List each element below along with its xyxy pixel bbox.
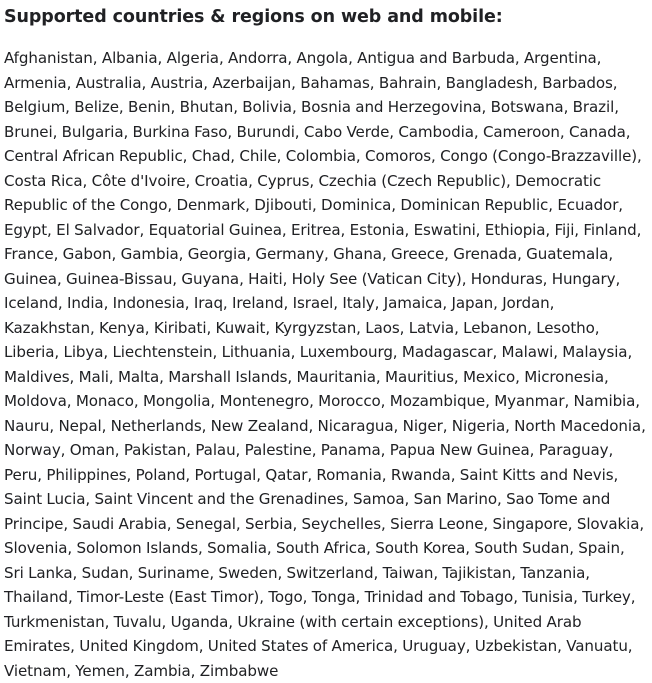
section-heading: Supported countries & regions on web and mobile:	[4, 7, 503, 27]
country-list-paragraph: Afghanistan, Albania, Algeria, Andorra, Angola, Antigua and Barbuda, Argentina, Armenia, Australia, Austria, Azerbaijan, Bahamas, Bahrain, Bangladesh, Barbados, Belgium, Belize, Benin, Bhutan, Bolivia, Bosnia and Herzegovina, Botswana, Brazil, Brunei, Bulgaria, Burkina Faso, Burundi, Cabo Verde, Cambodia, Cameroon, Canada, Central African Republic, Chad, Chile, Colombia, Comoros, Congo (Congo-Brazzaville), Costa Rica, Côte d'Ivoire, Croatia, Cyprus, Czechia (Czech Republic), Democratic Republic of the Congo, Denmark, Djibouti, Dominica, Dominican Republic, Ecuador, Egypt, El Salvador, Equatorial Guinea, Eritrea, Estonia, Eswatini, Ethiopia, Fiji, Finland, France, Gabon, Gambia, Georgia, Germany, Ghana, Greece, Grenada, Guatemala, Guinea, Guinea-Bissau, Guyana, Haiti, Holy See (Vatican City), Honduras, Hungary, Iceland, India, Indonesia, Iraq, Ireland, Israel, Italy, Jamaica, Japan, Jordan, Kazakhstan, Kenya, Kiribati, Kuwait, Kyrgyzstan, Laos, Latvia, Lebanon, Lesotho, Liberia, Libya, Liechtenstein, Lithuania, Luxembourg, Madagascar, Malawi, Malaysia, Maldives, Mali, Malta, Marshall Islands, Mauritania, Mauritius, Mexico, Micronesia, Moldova, Monaco, Mongolia, Montenegro, Morocco, Mozambique, Myanmar, Namibia, Nauru, Nepal, Netherlands, New Zealand, Nicaragua, Niger, Nigeria, North Macedonia, Norway, Oman, Pakistan, Palau, Palestine, Panama, Papua New Guinea, Paraguay, Peru, Philippines, Poland, Portugal, Qatar, Romania, Rwanda, Saint Kitts and Nevis, Saint Lucia, Saint Vincent and the Grenadines, Samoa, San Marino, Sao Tome and Principe, Saudi Arabia, Senegal, Serbia, Seychelles, Sierra Leone, Singapore, Slovakia, Slovenia, Solomon Islands, Somalia, South Africa, South Korea, South Sudan, Spain, Sri Lanka, Sudan, Suriname, Sweden, Switzerland, Taiwan, Tajikistan, Tanzania, Thailand, Timor-Leste (East Timor), Togo, Tonga, Trinidad and Tobago, Tunisia, Turkey, Turkmenistan, Tuvalu, Uganda, Ukraine (with certain exceptions), United Arab Emirates, United Kingdom, United States of America, Uruguay, Uzbekistan, Vanuatu, Vietnam, Yemen, Zambia, Zimbabwe	[4, 49, 646, 680]
